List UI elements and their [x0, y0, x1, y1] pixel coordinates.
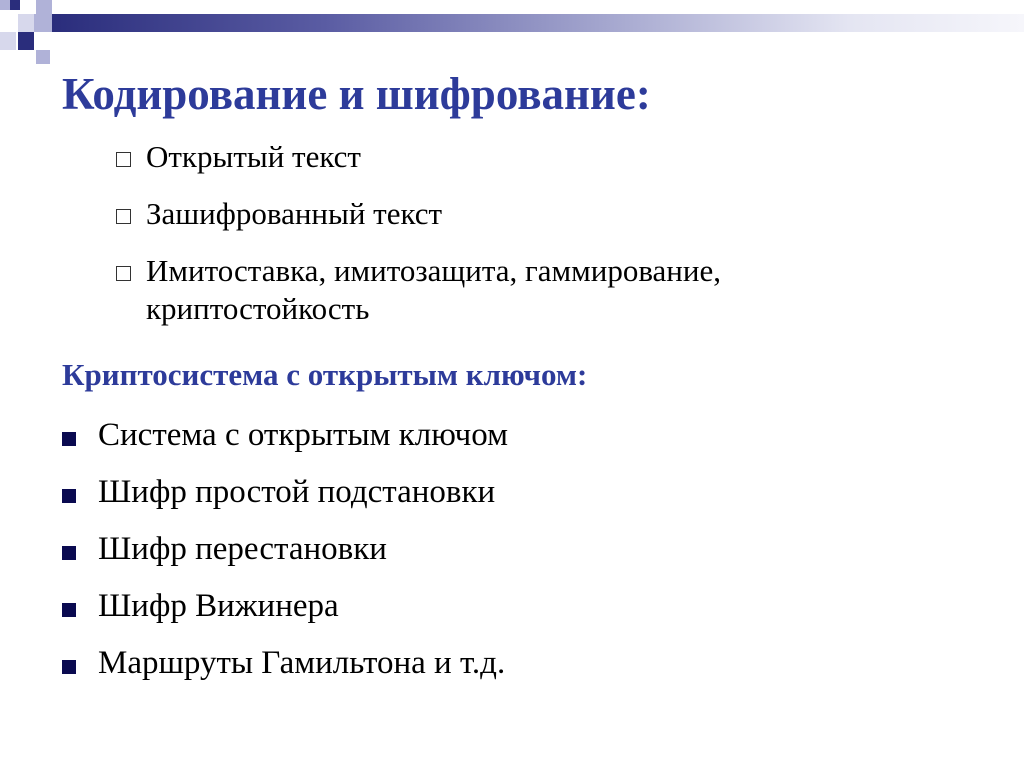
list-item-text: Шифр перестановки: [98, 531, 387, 567]
corner-decoration-block: [0, 0, 10, 10]
slide-title: Кодирование и шифрование:: [62, 69, 651, 119]
main-item-list: [62, 415, 962, 700]
list-item-text: Открытый текст: [146, 139, 361, 174]
filled-square-bullet-icon: [62, 660, 76, 674]
list-item: [62, 415, 962, 455]
corner-decoration-block: [0, 32, 16, 50]
corner-decoration-block: [10, 0, 20, 10]
list-item-text: Шифр Вижинера: [98, 588, 339, 624]
filled-square-bullet-icon: [62, 603, 76, 617]
list-item-text: Маршруты Гамильтона и т.д.: [98, 645, 506, 681]
hollow-square-bullet-icon: [116, 152, 131, 167]
hollow-square-bullet-icon: [116, 209, 131, 224]
sub-item-list: [112, 138, 952, 347]
list-item: [62, 643, 962, 683]
list-item-text: Имитоставка, имитозащита, гаммирование, криптостойкость: [146, 253, 721, 326]
list-item: [62, 472, 962, 512]
list-item: [112, 252, 952, 328]
filled-square-bullet-icon: [62, 432, 76, 446]
list-item-text: Шифр простой подстановки: [98, 474, 496, 510]
list-item-text: Зашифрованный текст: [146, 196, 443, 231]
filled-square-bullet-icon: [62, 489, 76, 503]
list-item-text: Система с открытым ключом: [98, 417, 509, 453]
header-gradient-bar: [52, 14, 1024, 32]
hollow-square-bullet-icon: [116, 266, 131, 281]
corner-decoration-block: [18, 14, 34, 32]
list-item: [112, 138, 952, 176]
section-heading: Криптосистема с открытым ключом:: [62, 357, 588, 392]
corner-decoration-block: [34, 14, 52, 32]
corner-decoration-block: [36, 0, 52, 14]
filled-square-bullet-icon: [62, 546, 76, 560]
corner-decoration-block: [18, 32, 34, 50]
list-item: [112, 195, 952, 233]
list-item: [62, 586, 962, 626]
list-item: [62, 529, 962, 569]
corner-decoration-block: [36, 50, 50, 64]
